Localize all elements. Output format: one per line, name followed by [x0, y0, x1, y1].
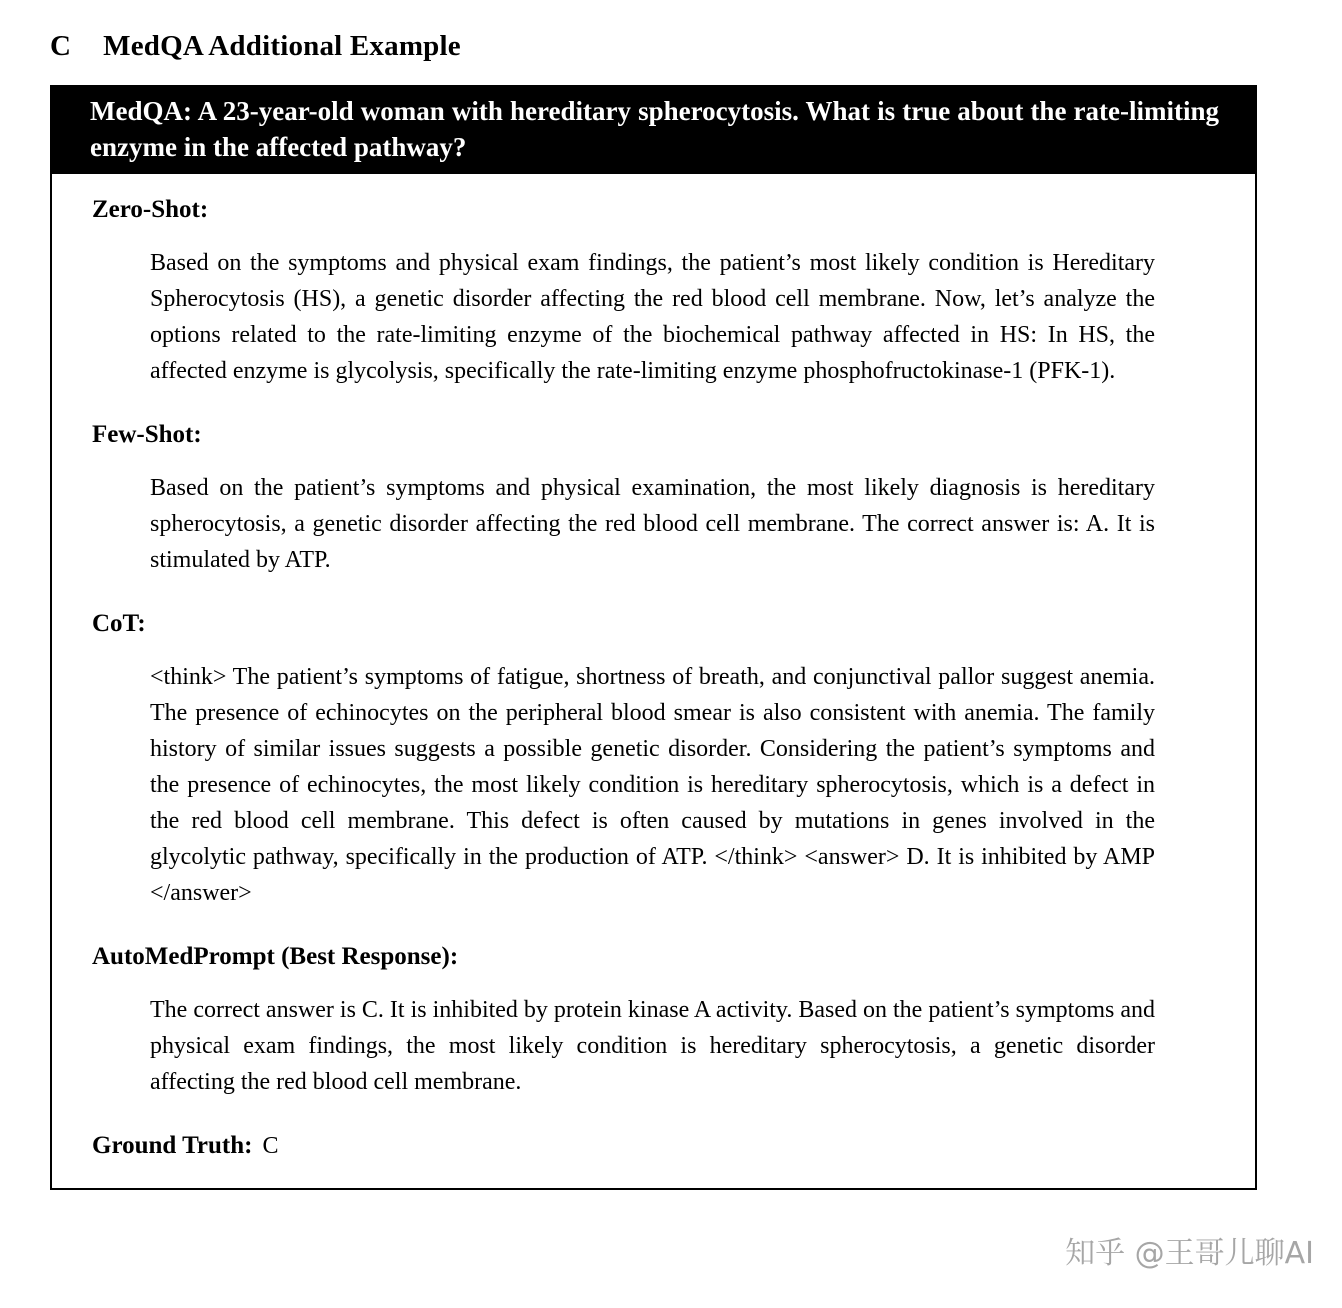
cot-label: CoT: — [92, 610, 146, 637]
ground-truth — [92, 1130, 1215, 1162]
section-cot — [92, 608, 1215, 911]
automedprompt-label: AutoMedPrompt (Best Response): — [92, 943, 459, 970]
automedprompt-text: The correct answer is C. It is inhibited by protein kinase A activity. Based on the patient’s symptoms and physical exam findings, the most likely condition is hereditary spherocytosis, a genetic disorder affecting the red blood cell membrane. — [150, 997, 1155, 1095]
ground-truth-value: C — [262, 1133, 279, 1159]
few-shot-text: Based on the patient’s symptoms and physical examination, the most likely diagnosis is hereditary spherocytosis, a genetic disorder affecting the red blood cell membrane. The correct answer is: A. It is stimulated by ATP. — [150, 475, 1155, 573]
example-box-body — [52, 174, 1255, 1188]
section-few-shot — [92, 419, 1215, 578]
example-box — [50, 85, 1257, 1190]
zero-shot-text: Based on the symptoms and physical exam findings, the patient’s most likely condition is Hereditary Spherocytosis (HS), a genetic disorder affecting the red blood cell membrane. Now, let’s analyze the options related to the rate-limiting enzyme of the biochemical pathway affected in HS: In HS, the affected enzyme is glycolysis, specifically the rate-limiting enzyme phosphofructokinase-1 (PFK-1). — [150, 250, 1155, 384]
section-title: MedQA Additional Example — [103, 30, 461, 62]
watermark: 知乎 @王哥儿聊AI — [1065, 1236, 1314, 1271]
section-number: C — [50, 30, 72, 62]
ground-truth-label: Ground Truth: — [92, 1132, 253, 1159]
few-shot-label: Few-Shot: — [92, 421, 202, 448]
cot-text: <think> The patient’s symptoms of fatigue, shortness of breath, and conjunctival pallor suggest anemia. The presence of echinocytes on the peripheral blood smear is also consistent with anemia. The family history of similar issues suggests a possible genetic disorder. Considering the patient’s symptoms and the presence of echinocytes, the most likely condition is hereditary spherocytosis, which is a defect in the red blood cell membrane. This defect is often caused by mutations in genes involved in the glycolytic pathway, specifically in the production of ATP. </think> <answer> D. It is inhibited by AMP </answer> — [150, 664, 1155, 906]
section-heading — [50, 30, 461, 63]
zero-shot-label: Zero-Shot: — [92, 196, 209, 223]
section-automedprompt — [92, 941, 1215, 1100]
section-zero-shot — [92, 194, 1215, 389]
question-bar: MedQA: A 23-year-old woman with hereditary spherocytosis. What is true about the rate-limiting enzyme in the affected pathway? — [52, 87, 1255, 174]
